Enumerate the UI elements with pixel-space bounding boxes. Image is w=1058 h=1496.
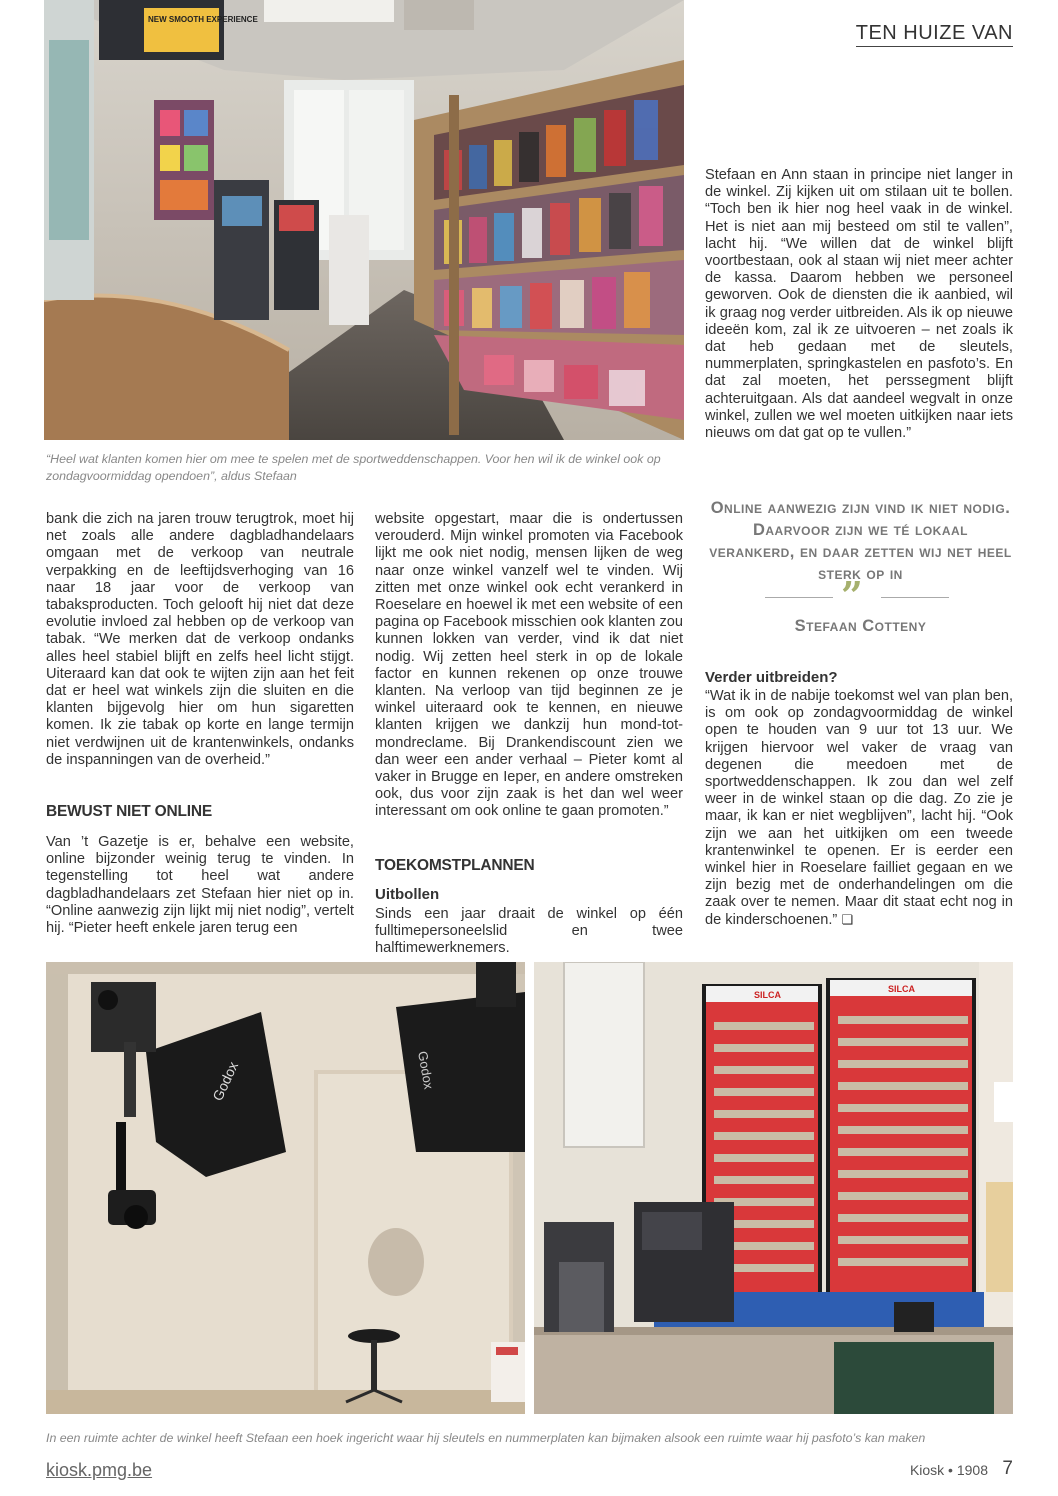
issue-label: Kiosk • 1908 <box>909 1462 988 1478</box>
photo-booth-photo <box>46 962 525 1414</box>
column1-heading: BEWUST NIET ONLINE <box>46 803 213 820</box>
column2-paragraph1: website opgestart, maar die is ondertussen verouderd. Mijn winkel promoten via Facebook lijkt me ook niet nodig, mensen lijken de weg naar onze winkel vanzelf wel te vinden. Wij zitten met onze winkel ook echt verankerd in Roeselare en hoewel ik met een website of een pagina op Facebook misschien ook klanten zou kunnen lokken van verder, vind ik dat niet nodig. Wij zetten heel sterk in op de lokale factor en kunnen rekenen op onze trouwe klanten. Na verloop van tijd beginnen ze je winkel uiteraard ook te kennen, en nieuwe klanten krijgen we dankzij hun mond-tot-mondreclame. Bij Drankendiscount zien we dan weer een ander verhaal – Pieter komt al vaker in Brugge en Ieper, en andere omstreken ook, dus voor zijn zaak is het dan wel weer interessant om ook online te gaan promoten.” <box>375 511 683 820</box>
shop-photo-caption: “Heel wat klanten komen hier om mee te spelen met de sportweddenschappen. Voor hen wil ik de winkel ook op zondagvoormiddag opendoen”, aldus Stefaan <box>46 452 661 483</box>
shop-sign-text: NEW SMOOTH EXPERIENCE <box>148 15 258 24</box>
end-mark-icon: ❏ <box>841 912 853 928</box>
column3-paragraph-text: “Wat ik in de nabije toekomst wel van plan ben, is om ook op zondagvoormiddag de winkel open te houden van 9 uur tot 13 uur. We krijgen hiervoor wel vaker de vraag van degenen die meedoen met de sportweddenschappen. Ik zou dan wel zelf weer in de winkel staan op die dag. Zo zie je maar, ik kan er niet wegblijven”, lacht hij. “Ook zijn we aan het uitkijken om een tweede krantenwinkel te openen. Er is eerder een winkel hier in Roeselare failliet gegaan en we zijn bezig met de onderhandelingen om die zaak over te nemen. Maar dit staat echt nog in de kinderschoenen.” <box>705 688 1013 928</box>
section-tag: TEN HUIZE VAN <box>856 22 1013 47</box>
keyboard-right-brand: SILCA <box>888 984 915 994</box>
quote-mark-divider <box>765 573 949 618</box>
quote-author: Stefaan Cotteny <box>794 617 927 635</box>
intro-paragraph: Stefaan en Ann staan in principe niet langer in de winkel. Zij kijken uit om stilaan uit te bollen. “Toch ben ik hier nog heel vaak in de winkel. Het is niet aan mij besteed om stil te vallen”, lacht hij. “We willen dat de winkel blijft voortbestaan, ook al staan wij niet meer achter de kassa. Daarom hebben we personeel geworven. Ook de diensten die ik aanbied, wil ik graag nog verder uitbreiden. Als ik op nieuwe ideeën kom, zal ik ze uitvoeren – net zoals ik dat heb gedaan met de sleutels, nummerplaten, springkastelen en pasfoto’s. En dat zal moeten, het perssegment blijft achteruitgaan. Als dat aandeel wegvalt in onze winkel, zullen we wel moeten uitkijken naar iets nieuws om dat gat op te vullen.” <box>705 167 1013 442</box>
column1-paragraph1: bank die zich na jaren trouw terugtrok, moet hij net zoals alle andere dagbladhandelaars omgaan met de verkoop van neutrale verpakking en de leeftijdsverhoging van 16 naar 18 jaar voor de verkoop van tabaksproducten. Toch gelooft hij niet dat deze evolutie invloed zal hebben op de verkoop van tabak. “We merken dat de verkoop ondanks alles heel stabiel blijft en zelfs heel licht stijgt. Uiteraard kan dat ook te wijten zijn aan het feit dat er heel wat winkels zijn die sluiten en die klanten bijgevolg hier om hun sigaretten komen. Ik zie tabak op korte en lange termijn niet verdwijnen uit de krantenwinkels, ondanks de inspanningen van de overheid.” <box>46 511 354 768</box>
column2-paragraph2: Sinds een jaar draait de winkel op één fulltimepersoneelslid en twee halftimewerknemers. <box>375 906 683 957</box>
softbox-left-brand: Godox <box>209 1059 242 1104</box>
key-cutting-photo <box>534 962 1013 1414</box>
website-link[interactable]: kiosk.pmg.be <box>46 1460 153 1480</box>
page-number: 7 <box>1002 1458 1013 1479</box>
back-room-caption: In een ruimte achter de winkel heeft Stefaan een hoek ingericht waar hij sleutels en nummerplaten kan bijmaken alsook een ruimte waar hij pasfoto’s kan maken <box>46 1431 926 1445</box>
column2-subheading: Uitbollen <box>375 886 440 903</box>
shop-interior-photo <box>44 0 684 440</box>
column2-heading: TOEKOMSTPLANNEN <box>375 857 535 874</box>
column3-subheading: Verder uitbreiden? <box>705 669 838 686</box>
quote-mark-icon: ” <box>841 573 863 618</box>
column3-paragraph <box>705 688 1013 929</box>
softbox-right-brand: Godox <box>415 1049 437 1091</box>
column1-paragraph2: Van ’t Gazetje is er, behalve een website, online bijzonder weinig terug te vinden. In tegenstelling tot heel wat andere dagbladhandelaars zet Stefaan hier niet op in. “Online aanwezig zijn lijkt mij niet nodig”, vertelt hij. “Pieter heeft enkele jaren terug een <box>46 834 354 937</box>
keyboard-left-brand: SILCA <box>754 990 781 1000</box>
pull-quote: Online aanwezig zijn vind ik niet nodig. Daarvoor zijn we té lokaal verankerd, en daar zetten wij net heel sterk op in <box>709 499 1012 583</box>
